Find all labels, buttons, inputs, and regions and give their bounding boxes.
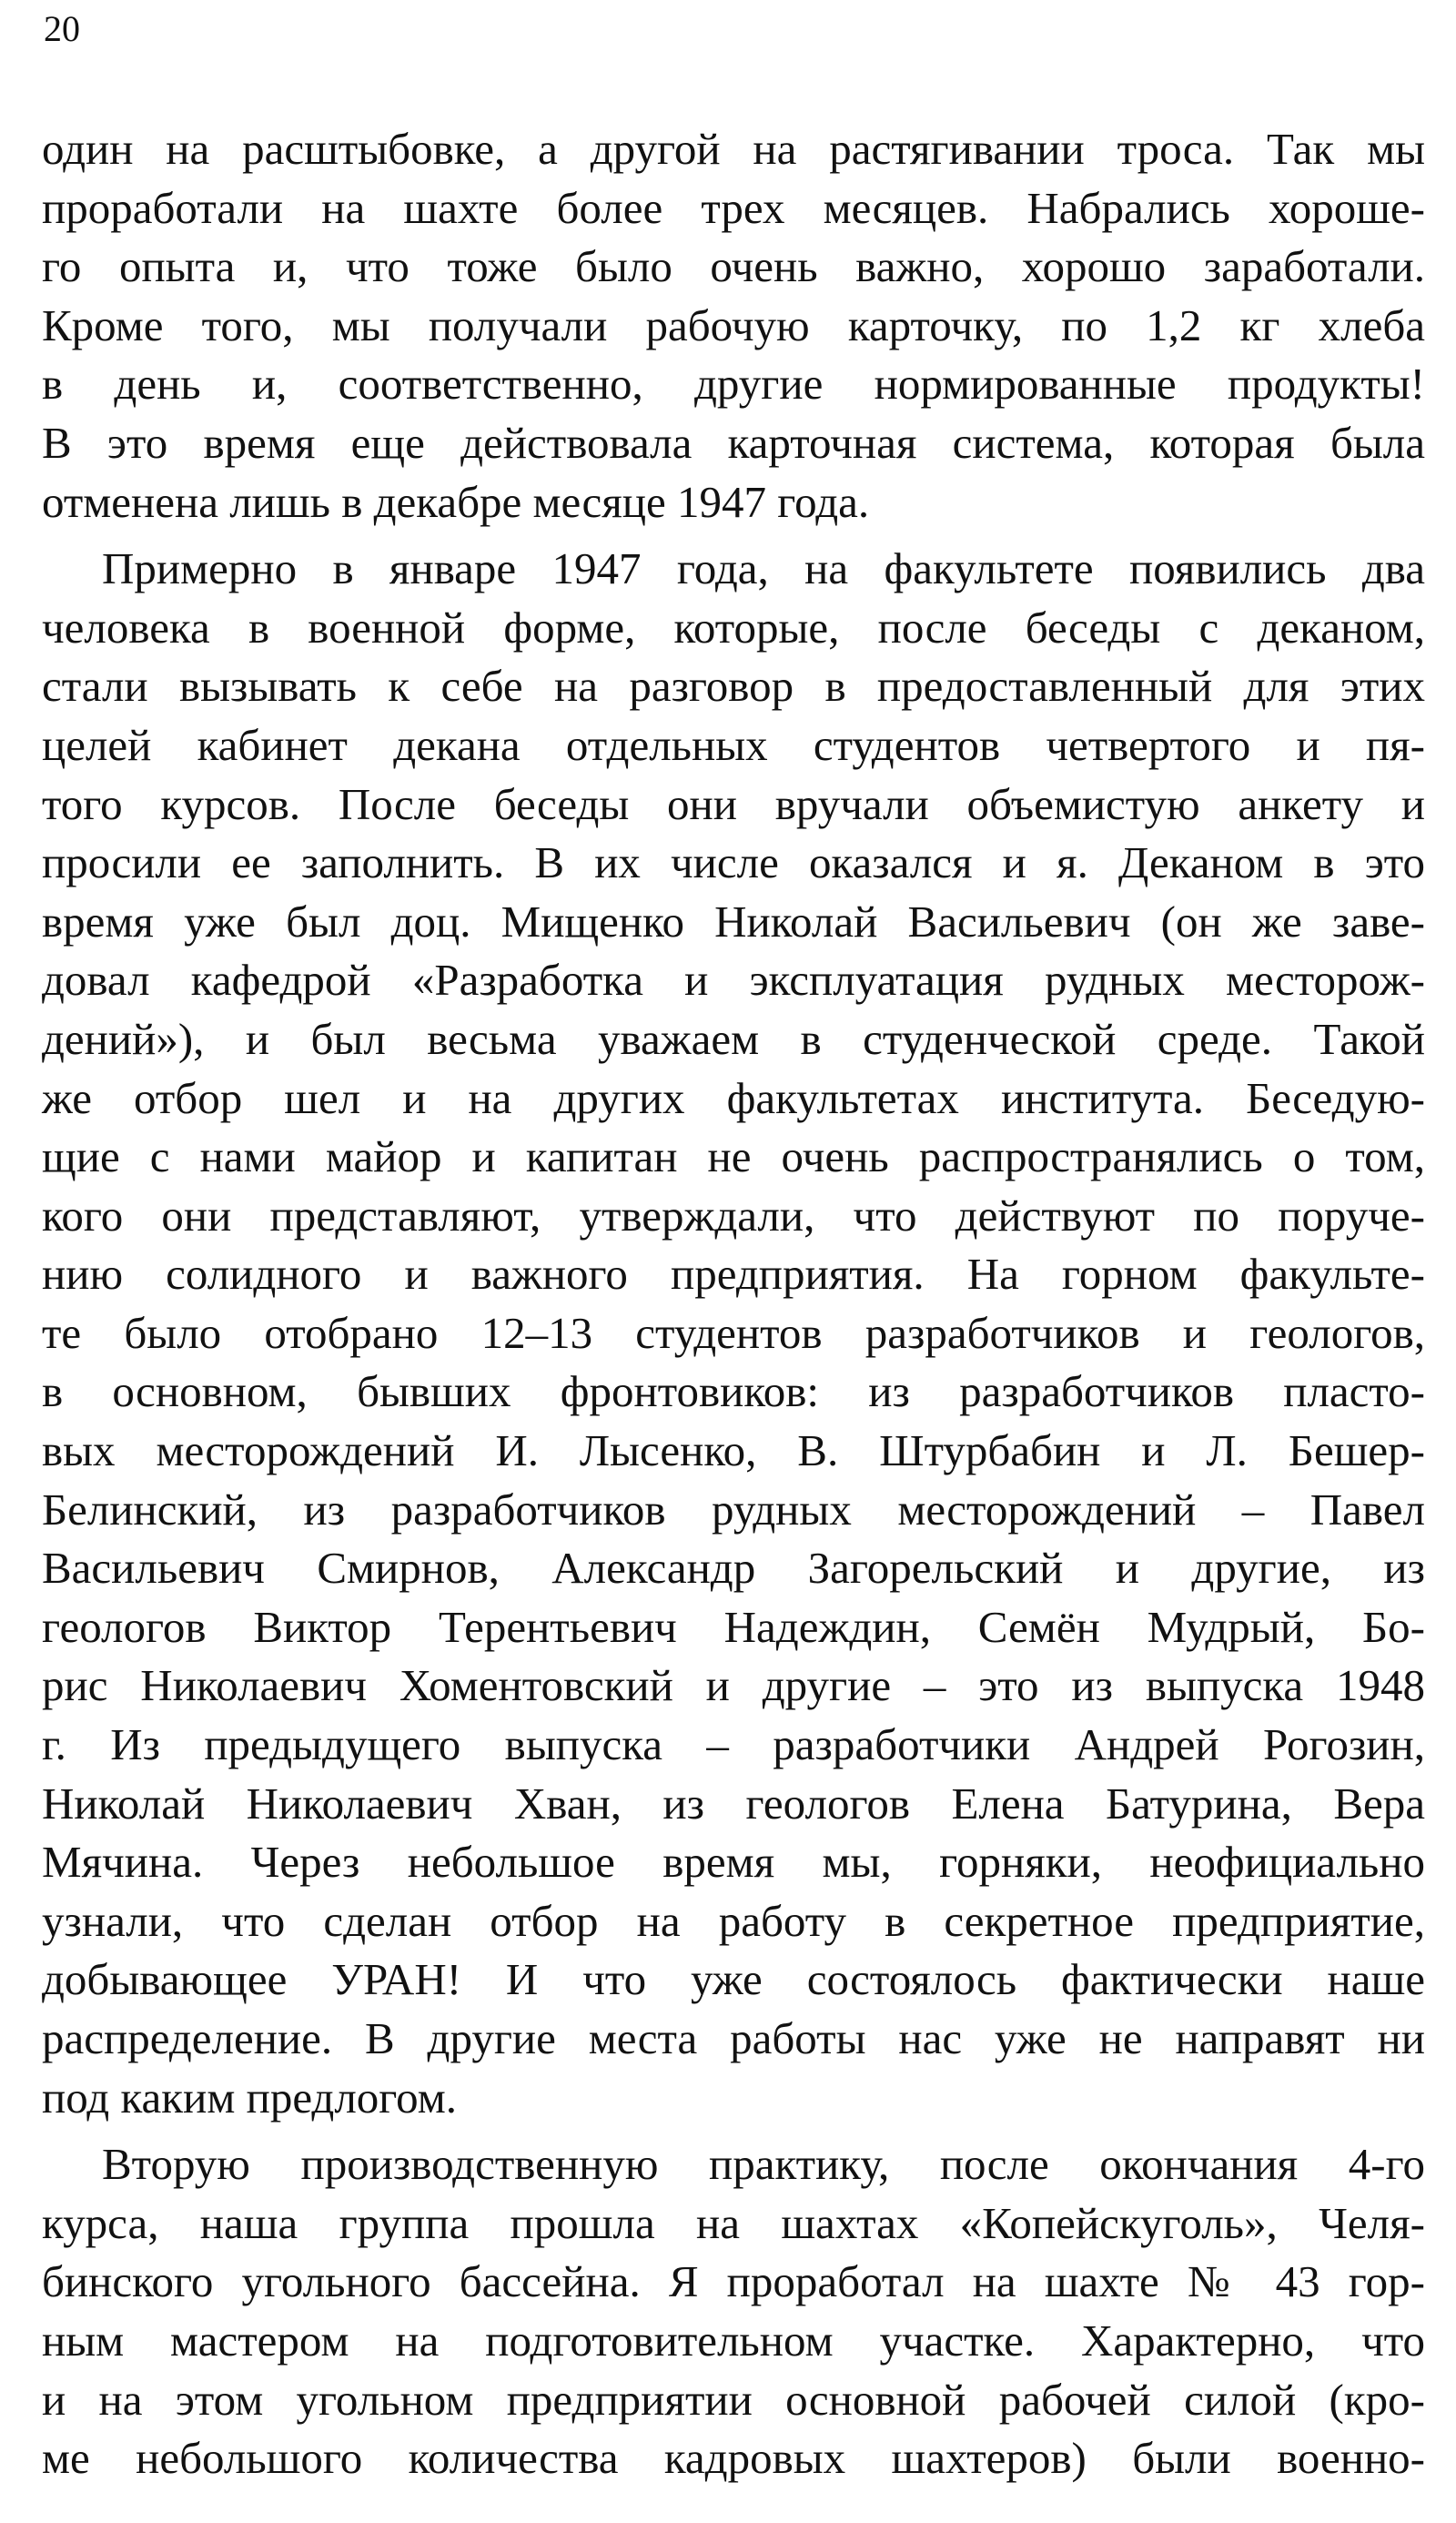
text-line: геологов Виктор Терентьевич Надеждин, Семён Мудрый, Бо-: [42, 1601, 1425, 1652]
text-line: в день и, соответственно, другие нормированные продукты!: [42, 359, 1425, 410]
paragraph-3: [42, 2135, 1425, 2488]
text-line: го опыта и, что тоже было очень важно, хорошо заработали.: [42, 241, 1425, 292]
text-line: щие с нами майор и капитан не очень распространялись о том,: [42, 1131, 1425, 1182]
page-number: 20: [44, 8, 80, 49]
text-line: один на расштыбовке, а другой на растягивании троса. Так мы: [42, 124, 1425, 174]
text-line: вых месторождений И. Лысенко, В. Штурбабин и Л. Бешер-: [42, 1425, 1425, 1476]
text-line: В это время еще действовала карточная система, которая была: [42, 417, 1425, 468]
text-line: распределение. В другие места работы нас уже не направят ни: [42, 2013, 1425, 2063]
text-line: Николай Николаевич Хван, из геологов Елена Батурина, Вера: [42, 1778, 1425, 1829]
text-line: и на этом угольном предприятии основной рабочей силой (кро-: [42, 2374, 1425, 2425]
text-line: дений»), и был весьма уважаем в студенческой среде. Такой: [42, 1013, 1425, 1064]
text-line: Примерно в январе 1947 года, на факультете появились два: [102, 543, 1425, 594]
text-line: целей кабинет декана отдельных студентов четвертого и пя-: [42, 719, 1425, 770]
text-line: Белинский, из разработчиков рудных месторождений – Павел: [42, 1484, 1425, 1535]
text-line: нию солидного и важного предприятия. На горном факульте-: [42, 1249, 1425, 1300]
text-line: отменена лишь в декабре месяце 1947 года.: [42, 476, 870, 527]
text-line: Мячина. Через небольшое время мы, горняки, неофициально: [42, 1837, 1425, 1888]
text-line: того курсов. После беседы они вручали объемистую анкету и: [42, 778, 1425, 829]
text-line: под каким предлогом.: [42, 2072, 458, 2123]
text-line: курса, наша группа прошла на шахтах «Копейскуголь», Челя-: [42, 2197, 1425, 2248]
text-line: довал кафедрой «Разработка и эксплуатация рудных месторож-: [42, 955, 1425, 1006]
text-line: Вторую производственную практику, после окончания 4-го: [102, 2139, 1425, 2190]
paragraph-1: [42, 120, 1425, 532]
paragraph-2: [42, 540, 1425, 2127]
text-line: рис Николаевич Хоментовский и другие – это из выпуска 1948: [42, 1660, 1425, 1711]
text-line: г. Из предыдущего выпуска – разработчики Андрей Рогозин,: [42, 1719, 1425, 1770]
text-line: просили ее заполнить. В их числе оказался и я. Деканом в это: [42, 837, 1425, 888]
text-line: Кроме того, мы получали рабочую карточку, по 1,2 кг хлеба: [42, 299, 1425, 350]
body-text: [42, 120, 1425, 2488]
text-line: узнали, что сделан отбор на работу в секретное предприятие,: [42, 1895, 1425, 1946]
text-line: Васильевич Смирнов, Александр Загорельский и другие, из: [42, 1543, 1425, 1594]
text-line: ным мастером на подготовительном участке. Характерно, что: [42, 2315, 1425, 2366]
text-line: ме небольшого количества кадровых шахтеров) были военно-: [42, 2433, 1425, 2484]
text-line: кого они представляют, утверждали, что действуют по поруче-: [42, 1190, 1425, 1241]
text-line: человека в военной форме, которые, после беседы с деканом,: [42, 602, 1425, 653]
text-line: же отбор шел и на других факультетах института. Беседую-: [42, 1072, 1425, 1123]
text-line: бинского угольного бассейна. Я проработал на шахте № 43 гор-: [42, 2256, 1425, 2307]
text-line: время уже был доц. Мищенко Николай Васильевич (он же заве-: [42, 896, 1425, 947]
text-line: в основном, бывших фронтовиков: из разработчиков пласто-: [42, 1366, 1425, 1417]
text-line: те было отобрано 12–13 студентов разработчиков и геологов,: [42, 1307, 1425, 1358]
text-line: стали вызывать к себе на разговор в предоставленный для этих: [42, 661, 1425, 712]
text-line: добывающее УРАН! И что уже состоялось фактически наше: [42, 1954, 1425, 2005]
text-line: проработали на шахте более трех месяцев. Набрались хороше-: [42, 182, 1425, 233]
